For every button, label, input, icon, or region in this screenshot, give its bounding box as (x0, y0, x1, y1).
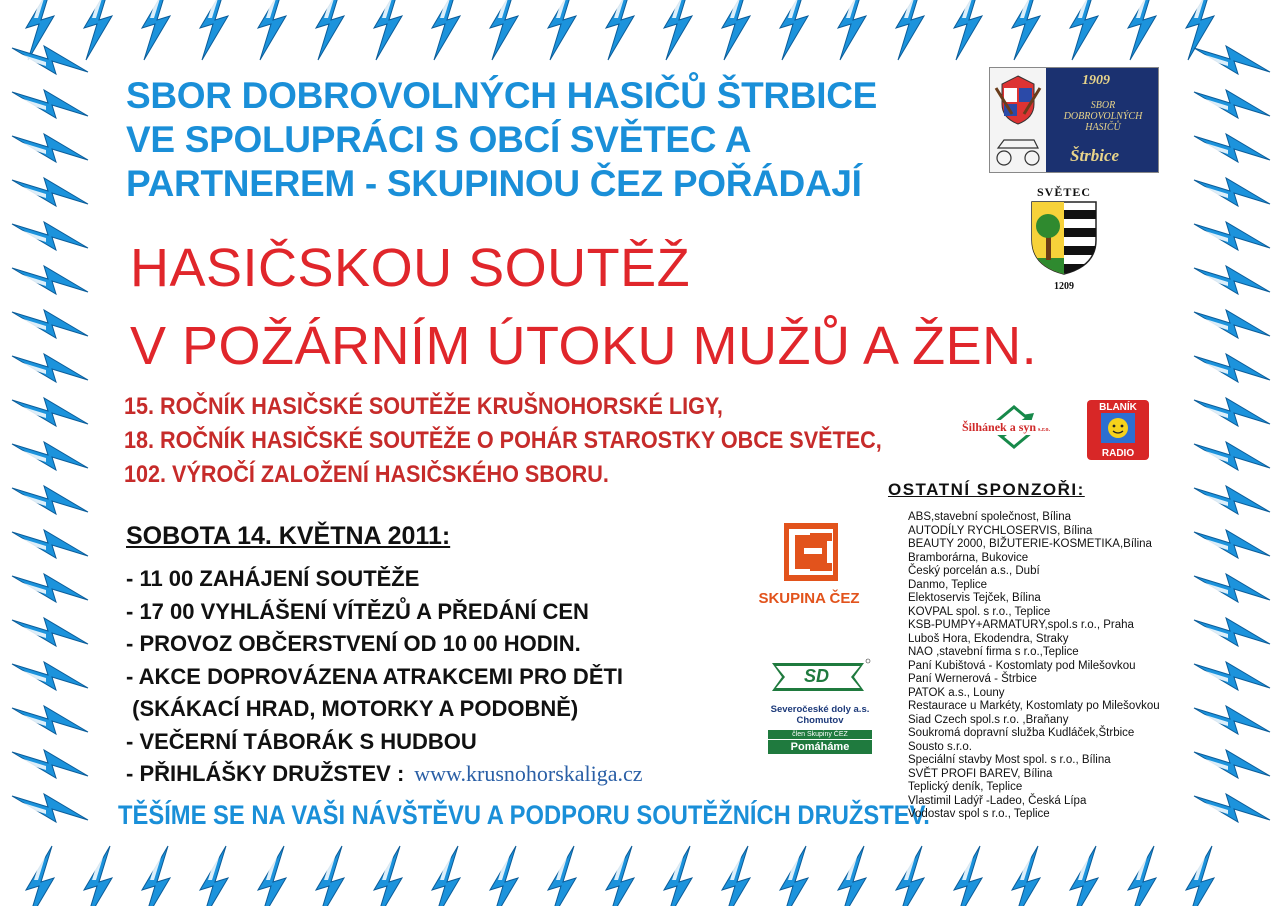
sponsors-title: OSTATNÍ SPONZOŘI: (888, 480, 1085, 499)
border-ribbon (432, 0, 460, 60)
border-ribbon (954, 0, 982, 60)
sun-icon (1087, 413, 1149, 443)
border-ribbon (1194, 398, 1270, 426)
border-ribbon (606, 0, 634, 60)
border-ribbon (316, 846, 344, 906)
border-ribbon (1070, 846, 1098, 906)
border-ribbon (548, 0, 576, 60)
sponsor-item: Bramborárna, Bukovice (908, 551, 1029, 564)
border-ribbon (12, 794, 88, 822)
silhanek-name (960, 420, 1052, 435)
sponsor-item: Luboš Hora, Ekodendra, Straky (908, 632, 1069, 645)
sd-city: Chomutov (796, 715, 844, 726)
sponsor-item: KOVPAL spol. s r.o., Teplice (908, 605, 1051, 618)
border-ribbon (258, 0, 286, 60)
event-title (130, 238, 1190, 376)
program-item: - AKCE DOPROVÁZENA ATRAKCEMI PRO DĚTI (126, 663, 624, 689)
event-title-line-1: HASIČSKOU SOUTĚŽ (130, 238, 691, 298)
sponsor-item: Soukromá dopravní služba Kudláček,Štrbice (908, 727, 1135, 739)
sponsor-item: PATOK a.s., Louny (908, 686, 1005, 699)
event-date: SOBOTA 14. KVĚTNA 2011: (126, 522, 451, 550)
sdh-text-line-1: SBOR (1090, 100, 1116, 111)
border-ribbon (490, 846, 518, 906)
border-ribbon (12, 90, 88, 118)
border-ribbon (1194, 266, 1270, 294)
border-ribbon (1128, 0, 1156, 60)
border-ribbon (1012, 0, 1040, 60)
border-ribbon (316, 0, 344, 60)
border-ribbon (896, 846, 924, 906)
sponsor-item: Vlastimil Ladýř -Ladeo, Česká Lípa (908, 794, 1087, 807)
border-ribbon (1070, 0, 1098, 60)
border-ribbon (490, 0, 518, 60)
sdh-text-line-3: HASIČŮ (1085, 122, 1121, 133)
border-ribbon (1194, 662, 1270, 690)
sponsor-item: Sousto s.r.o. (908, 740, 972, 753)
registration-url[interactable]: www.krusnohorskaliga.cz (414, 761, 643, 786)
border-ribbon (664, 846, 692, 906)
border-ribbon (12, 222, 88, 250)
border-ribbon (12, 750, 88, 778)
border-ribbon (1194, 354, 1270, 382)
border-ribbon (12, 574, 88, 602)
sponsor-item: KSB-PUMPY+ARMATURY,spol.s r.o., Praha (908, 619, 1134, 631)
border-ribbon (548, 846, 576, 906)
edition-line-3: 102. VÝROČÍ ZALOŽENÍ HASIČSKÉHO SBORU. (124, 461, 609, 488)
border-ribbon (142, 0, 170, 60)
silhanek-text: Šilhánek a syn (962, 420, 1037, 434)
border-ribbon (1194, 90, 1270, 118)
border-ribbon (954, 846, 982, 906)
border-ribbon (1194, 794, 1270, 822)
border-ribbon (1194, 134, 1270, 162)
sdh-text-line-2: DOBROVOLNÝCH (1063, 111, 1143, 122)
edition-line-2: 18. ROČNÍK HASIČSKÉ SOUTĚŽE O POHÁR STAROSTKY OBCE SVĚTEC, (124, 427, 882, 454)
severoceske-doly-logo (768, 657, 872, 753)
border-ribbon (780, 0, 808, 60)
sponsor-item: BEAUTY 2000, BIŽUTERIE-KOSMETIKA,Bílina (908, 538, 1152, 550)
border-ribbon (12, 530, 88, 558)
border-ribbon (722, 0, 750, 60)
svetec-year: 1209 (1054, 281, 1074, 292)
program-item: - 17 00 VYHLÁŠENÍ VÍTĚZŮ A PŘEDÁNÍ CEN (126, 598, 589, 624)
sponsor-item: Restaurace u Markéty, Kostomlaty po Milešovkou (908, 700, 1160, 712)
border-ribbon (1194, 46, 1270, 74)
sd-slogan: Pomáháme (768, 740, 872, 754)
border-ribbon (1194, 442, 1270, 470)
skupina-cez-logo (750, 523, 870, 613)
border-ribbon (84, 846, 112, 906)
border-ribbon (664, 0, 692, 60)
border-ribbon (838, 0, 866, 60)
cez-mark-icon (750, 523, 870, 585)
border-ribbon (374, 0, 402, 60)
cez-text: SKUPINA ČEZ (758, 590, 860, 607)
program-item: (SKÁKACÍ HRAD, MOTORKY A PODOBNĚ) (126, 696, 579, 721)
border-ribbon (12, 486, 88, 514)
sponsor-item: AUTODÍLY RYCHLOSERVIS, Bílina (908, 524, 1093, 537)
border-ribbon (12, 398, 88, 426)
sponsor-item: NAO ,stavební firma s r.o.,Teplice (908, 646, 1079, 658)
sponsor-item: Teplický deník, Teplice (908, 781, 1023, 793)
sponsor-item: Paní Kubištová - Kostomlaty pod Milešovkou (908, 659, 1136, 672)
sponsor-item: Speciální stavby Most spol. s r.o., Bílina (908, 754, 1111, 766)
border-ribbon (142, 846, 170, 906)
border-ribbon (722, 846, 750, 906)
blanik-name: BLANÍK (1099, 402, 1137, 413)
border-ribbon (12, 310, 88, 338)
sponsors-list (908, 511, 1198, 822)
border-ribbon (12, 618, 88, 646)
program-list (126, 563, 766, 791)
blanik-radio: RADIO (1101, 448, 1135, 459)
border-ribbon (12, 354, 88, 382)
border-ribbon (1186, 846, 1214, 906)
sponsor-item: Vodostav spol s r.o., Teplice (908, 808, 1050, 820)
border-ribbon (1194, 706, 1270, 734)
border-ribbon (26, 846, 54, 906)
blanik-radio-logo (1087, 400, 1149, 460)
sponsor-item: Danmo, Teplice (908, 578, 988, 591)
sdh-year: 1909 (1082, 73, 1110, 88)
organizer-heading (126, 74, 986, 206)
sd-member: člen Skupiny ČEZ (768, 730, 872, 739)
registration-line (126, 758, 766, 791)
event-editions (124, 390, 934, 492)
border-ribbon (1194, 310, 1270, 338)
border-ribbon (12, 662, 88, 690)
sponsor-item: SVĚT PROFI BAREV, Bílina (908, 767, 1053, 780)
border-ribbon (12, 46, 88, 74)
edition-line-1: 15. ROČNÍK HASIČSKÉ SOUTĚŽE KRUŠNOHORSKÉ LIGY, (124, 393, 723, 420)
border-ribbon (200, 846, 228, 906)
organizer-line-3: PARTNEREM - SKUPINOU ČEZ POŘÁDAJÍ (126, 163, 862, 204)
border-ribbon (1194, 222, 1270, 250)
border-ribbon (1194, 618, 1270, 646)
border-ribbon (12, 706, 88, 734)
footer-message: TĚŠÍME SE NA VAŠI NÁVŠTĚVU A PODPORU SOUTĚŽNÍCH DRUŽSTEV. (118, 800, 930, 830)
border-ribbon (12, 134, 88, 162)
border-ribbon (374, 846, 402, 906)
border-ribbon (896, 0, 924, 60)
organizer-line-2: VE SPOLUPRÁCI S OBCÍ SVĚTEC A (126, 119, 752, 160)
event-title-line-2: V POŽÁRNÍM ÚTOKU MUŽŮ A ŽEN. (130, 316, 1038, 376)
sponsor-item: Elektoservis Tejček, Bílina (908, 592, 1041, 604)
sdh-signature: Štrbice (1070, 146, 1120, 165)
border-ribbon (258, 846, 286, 906)
program-item: - VEČERNÍ TÁBORÁK S HUDBOU (126, 728, 477, 754)
sponsor-item: ABS,stavební společnost, Bílina (908, 511, 1072, 523)
sponsor-item: Paní Wernerová - Štrbice (908, 673, 1037, 685)
organizer-line-1: SBOR DOBROVOLNÝCH HASIČŮ ŠTRBICE (126, 75, 877, 116)
border-ribbon (12, 178, 88, 206)
program-item: - 11 00 ZAHÁJENÍ SOUTĚŽE (126, 566, 420, 591)
sdh-strbice-logo (989, 67, 1159, 173)
sponsor-item: Siad Czech spol.s r.o. ,Braňany (908, 713, 1069, 726)
silhanek-suffix: s.r.o. (1038, 427, 1050, 433)
border-ribbon (780, 846, 808, 906)
border-ribbon (200, 0, 228, 60)
border-ribbon (1194, 530, 1270, 558)
border-ribbon (1128, 846, 1156, 906)
sd-mark-text: SD (804, 666, 830, 686)
border-ribbon (84, 0, 112, 60)
border-ribbon (1194, 750, 1270, 778)
registration-label: - PŘIHLÁŠKY DRUŽSTEV : (126, 761, 405, 786)
border-ribbon (1012, 846, 1040, 906)
border-ribbon (12, 442, 88, 470)
sdh-text (1050, 100, 1156, 133)
border-ribbon (1194, 178, 1270, 206)
sd-company: Severočeské doly a.s. (770, 704, 870, 715)
border-ribbon (432, 846, 460, 906)
svetec-name: SVĚTEC (1036, 185, 1092, 199)
border-ribbon (606, 846, 634, 906)
silhanek-logo (960, 403, 1072, 451)
border-ribbon (1194, 574, 1270, 602)
border-ribbon (1194, 486, 1270, 514)
program-item: - PROVOZ OBČERSTVENÍ OD 10 00 HODIN. (126, 631, 581, 656)
sponsor-item: Český porcelán a.s., Dubí (908, 565, 1040, 577)
border-ribbon (838, 846, 866, 906)
border-ribbon (12, 266, 88, 294)
